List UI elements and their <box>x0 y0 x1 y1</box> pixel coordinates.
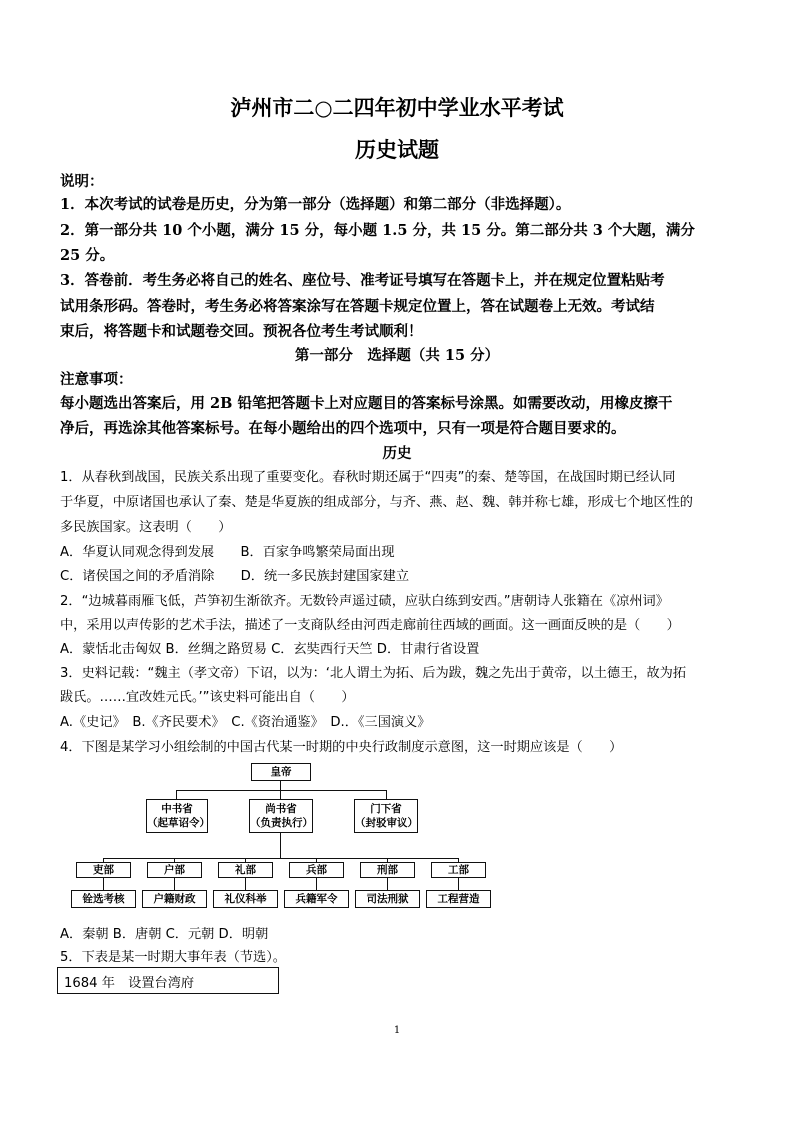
emperor-box: 皇帝 <box>251 763 311 781</box>
q2-line-2: 中，采用以声传影的艺术手法，描述了一支商队经由河西走廊前往西域的画面。这一画面反映的是（ ） <box>60 618 680 633</box>
zhongshu-sheng-box <box>146 799 208 833</box>
q4-options: A．秦朝 B．唐朝 C．元朝 D．明朝 <box>60 927 269 942</box>
subject-heading: 历史 <box>382 445 412 462</box>
menxia-sheng-role: （封驳审议） <box>355 817 418 829</box>
q3-options: A.《史记》 B.《齐民要术》 C.《资治通鉴》 D.．《三国演义》 <box>60 715 431 730</box>
shangshu-sheng-role: （负责执行） <box>250 817 313 829</box>
ministry-revenue-box: 户部 <box>147 862 202 878</box>
ministry-war-box: 兵部 <box>289 862 344 878</box>
instruction-item-3-line-1: 3．答卷前．考生务必将自己的姓名、座位号、准考证号填写在答题卡上，并在规定位置粘贴考 <box>60 272 665 289</box>
menxia-sheng-box <box>354 799 418 833</box>
q4-line-1: 4．下图是某学习小组绘制的中国古代某一时期的中央行政制度示意图，这一时期应该是（ ） <box>60 740 623 755</box>
duty-war-box: 兵籍军令 <box>284 890 349 908</box>
chronology-row-1: 1684 年 设置台湾府 <box>64 976 195 991</box>
q3-line-1: 3．史料记载：“魏主（孝文帝）下诏，以为：‘北人谓土为拓、后为跋，魏之先出于黄帝，以土德王，故为拓 <box>60 666 687 681</box>
ministry-personnel-box: 吏部 <box>76 862 131 878</box>
instruction-item-2-line-2: 25 分。 <box>60 247 115 264</box>
q1-options-row-1: A．华夏认同观念得到发展 B．百家争鸣繁荣局面出现 <box>60 545 395 560</box>
notes-line-2: 净后，再选涂其他答案标号。在每小题给出的四个选项中，只有一项是符合题目要求的。 <box>60 420 626 437</box>
duty-justice-box: 司法刑狱 <box>355 890 420 908</box>
exam-subtitle: 历史试题 <box>355 137 439 162</box>
q1-line-1: 1．从春秋到战国，民族关系出现了重要变化。春秋时期还属于“四夷”的秦、楚等国，在战国时期已经认同 <box>60 470 676 485</box>
instruction-item-1: 1．本次考试的试卷是历史，分为第一部分（选择题）和第二部分（非选择题）。 <box>60 196 571 213</box>
menxia-sheng-name: 门下省 <box>370 803 402 815</box>
ministry-justice-box: 刑部 <box>360 862 415 878</box>
zhongshu-sheng-role: （起草诏令） <box>147 817 210 829</box>
exam-title: 泸州市二○二四年初中学业水平考试 <box>230 95 564 120</box>
q2-line-1: 2．“边城暮雨雁飞低，芦笋初生渐欲齐。无数铃声遥过碛，应驮白练到安西。”唐朝诗人张籍在《凉州词》 <box>60 594 669 609</box>
instruction-item-3-line-3: 束后，将答题卡和试题卷交回。预祝各位考生考试顺利！ <box>60 323 423 340</box>
shangshu-sheng-box <box>249 799 313 833</box>
part1-heading: 第一部分 选择题（共 15 分） <box>294 347 500 364</box>
central-administration-diagram <box>66 760 496 916</box>
q5-line-1: 5．下表是某一时期大事年表（节选）。 <box>60 950 286 965</box>
duty-works-box: 工程营造 <box>426 890 491 908</box>
q1-line-2: 于华夏，中原诸国也承认了秦、楚是华夏族的组成部分，与齐、燕、赵、魏、韩并称七雄，形成七个地区性的 <box>60 495 693 510</box>
q2-options: A．蒙恬北击匈奴 B．丝绸之路贸易 C．玄奘西行天竺 D．甘肃行省设置 <box>60 642 480 657</box>
zhongshu-sheng-name: 中书省 <box>161 803 193 815</box>
q3-line-2: 跋氏。……宜改姓元氏。’”该史料可能出自（ ） <box>60 690 355 705</box>
shangshu-sheng-name: 尚书省 <box>265 803 297 815</box>
q1-options-row-2: C．诸侯国之间的矛盾消除 D．统一多民族封建国家建立 <box>60 569 410 584</box>
q1-line-3: 多民族国家。这表明（ ） <box>60 520 232 535</box>
ministry-rites-box: 礼部 <box>218 862 273 878</box>
page-number: 1 <box>393 1025 401 1036</box>
chronology-table <box>57 967 279 994</box>
instructions-heading: 说明： <box>60 173 104 190</box>
notes-line-1: 每小题选出答案后，用 2B 铅笔把答题卡上对应题目的答案标号涂黑。如需要改动，用橡皮擦干 <box>60 395 673 412</box>
duty-revenue-box: 户籍财政 <box>142 890 207 908</box>
duty-personnel-box: 铨选考核 <box>71 890 136 908</box>
instruction-item-3-line-2: 试用条形码。答卷时，考生务必将答案涂写在答题卡规定位置上，答在试题卷上无效。考试结 <box>60 298 655 315</box>
instruction-item-2-line-1: 2．第一部分共 10 个小题，满分 15 分，每小题 1.5 分，共 15 分。第二部分共 3 个大题，满分 <box>60 222 695 239</box>
ministry-works-box: 工部 <box>431 862 486 878</box>
notes-heading: 注意事项： <box>60 371 133 388</box>
duty-rites-box: 礼仪科举 <box>213 890 278 908</box>
